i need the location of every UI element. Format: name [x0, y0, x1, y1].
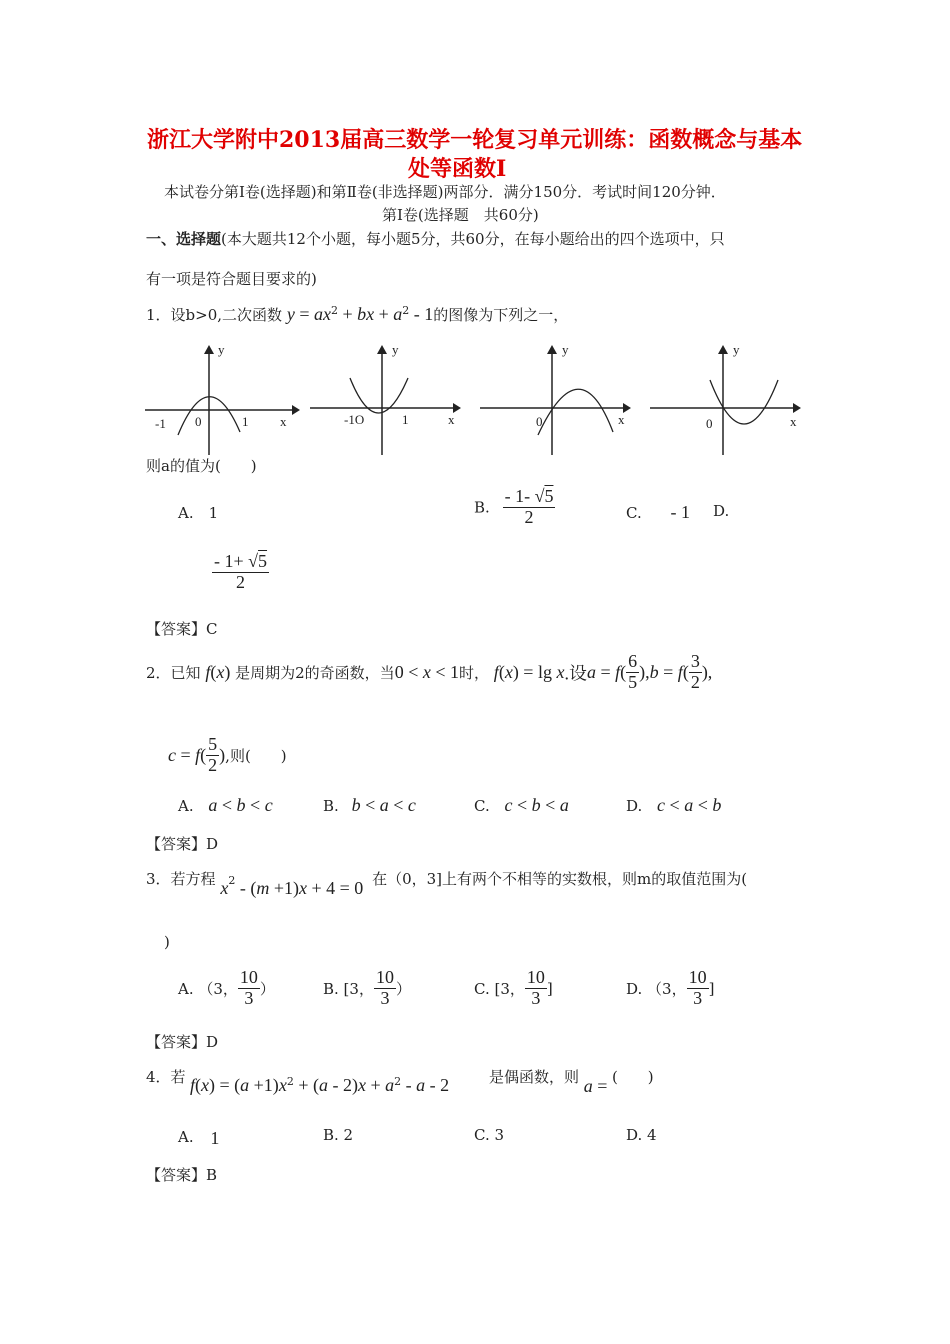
- svg-text:0: 0: [706, 416, 713, 431]
- doc-title-line2: 处等函数Ⅰ: [408, 156, 507, 182]
- q1-option-d-value: [212, 552, 269, 593]
- q2-option-a: A. a < b < c: [178, 795, 273, 815]
- q3-option-c: C. [3， $\frac{10}{3}$ ]: [474, 967, 553, 1008]
- q1-option-d: D.: [713, 502, 730, 520]
- q4-answer: 【答案】B: [146, 1166, 218, 1184]
- frac-b: $\frac{- 1- √5}{2}$: [504, 486, 554, 527]
- part1-heading: 第Ⅰ卷(选择题 共60分): [382, 206, 539, 224]
- q1-option-b: B. $\frac{- 1- √5}{2}$: [474, 486, 554, 527]
- svg-text:x: x: [448, 412, 455, 427]
- q3-answer: 【答案】D: [146, 1033, 219, 1051]
- q4-option-b: B. 2: [323, 1126, 354, 1144]
- q1-option-a: A. 1: [178, 504, 219, 522]
- question-3-close: ): [164, 933, 170, 951]
- svg-text:0: 0: [195, 414, 202, 429]
- svg-text:x: x: [790, 414, 797, 429]
- formula: y: [286, 304, 295, 324]
- question-4: 4．若: [146, 1068, 186, 1086]
- q2-option-b: B. b < a < c: [323, 795, 416, 815]
- q4-option-c: C. 3: [474, 1126, 505, 1144]
- q1-answer: 【答案】C: [146, 620, 218, 638]
- svg-text:x: x: [280, 414, 287, 429]
- question-2-line2: c = f( $\frac{5}{2}$ ),则( ): [168, 734, 287, 775]
- question-number: 1．: [146, 306, 171, 324]
- svg-text:-1: -1: [155, 416, 166, 431]
- q1-graphs: [140, 340, 810, 460]
- graph-3: [480, 342, 631, 455]
- section-heading: [146, 228, 725, 249]
- svg-text:-1O: -1O: [344, 412, 365, 427]
- q2-option-d: D. c < a < b: [626, 795, 722, 815]
- q2-option-c: C. c < b < a: [474, 795, 569, 815]
- q1-option-c: C. - 1: [626, 502, 690, 522]
- svg-text:y: y: [392, 342, 399, 357]
- question-1: 1．设b>0,二次函数 $y = ax^2$ + bx + $a^2 - 1$的图像为下列之一，: [146, 304, 569, 324]
- question-4-formula: $f(x) = (a +1)x^2 + (a - 2)x + a^2 - a - 2$: [190, 1075, 450, 1095]
- q3-option-b: B. [3， $\frac{10}{3}$ ）: [323, 967, 411, 1008]
- question-text-2: 的图像为下列之一，: [433, 306, 569, 324]
- svg-text:y: y: [733, 342, 740, 357]
- graph-4: [650, 342, 801, 455]
- svg-text:x: x: [618, 412, 625, 427]
- q4-option-a: A. 1: [178, 1128, 220, 1148]
- section-desc-2: 有一项是符合题目要求的): [146, 270, 317, 288]
- doc-title-line1: 浙江大学附中2013届高三数学一轮复习单元训练：函数概念与基本: [147, 127, 803, 153]
- section-label: 一、选择题: [146, 230, 222, 248]
- question-3: 3．若方程 $x^2 - (m +1)x + 4 = 0$ 在（0，3]上有两个不相等的实数根，则m的取值范围为(: [146, 870, 748, 898]
- q1-ask: 则a的值为( ): [146, 457, 257, 475]
- svg-text:1: 1: [242, 414, 249, 429]
- svg-text:1: 1: [402, 412, 409, 427]
- graph-2: [310, 342, 461, 455]
- graph-1: [145, 342, 300, 455]
- section-desc: (本大题共12个小题，每小题5分，共60分，在每小题给出的四个选项中，只: [221, 230, 725, 248]
- q3-option-d: D. （3， $\frac{10}{3}$ ]: [626, 967, 715, 1008]
- svg-text:0: 0: [536, 414, 543, 429]
- question-4-text: 是偶函数，则 a = ( ): [489, 1068, 654, 1096]
- q4-option-d: D. 4: [626, 1126, 657, 1144]
- frac-d: $\frac{- 1+ √5}{2}$: [214, 551, 268, 592]
- question-text: 设b>0,二次函数: [170, 306, 283, 324]
- q3-option-a: A. （3， $\frac{10}{3}$ ）: [178, 967, 275, 1008]
- intro-text: 本试卷分第Ⅰ卷(选择题)和第Ⅱ卷(非选择题)两部分．满分150分．考试时间120分钟．: [164, 183, 726, 201]
- q2-answer: 【答案】D: [146, 835, 219, 853]
- axis-y-label: y: [218, 342, 225, 357]
- svg-text:y: y: [562, 342, 569, 357]
- question-2: 2．已知 f(x) 是周期为2的奇函数，当0 < x < 1时， f(x) = lg x.设a = f( $\frac{6}{5}$ ),b = f( $\frac{3}{2}$ ),: [146, 651, 713, 692]
